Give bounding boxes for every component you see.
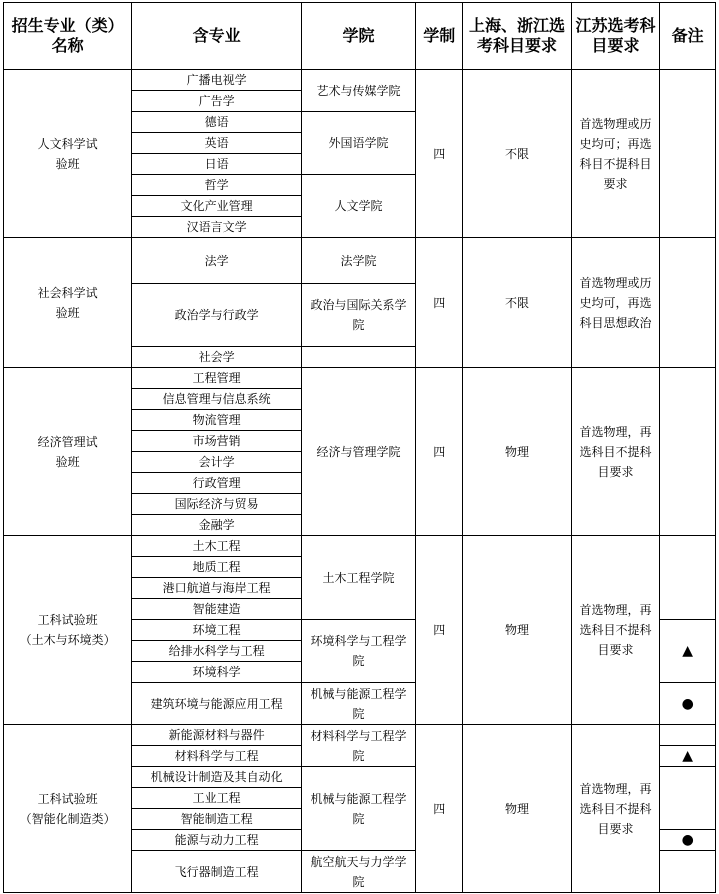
college-cell: 外国语学院 (301, 112, 415, 175)
college-cell: 经济与管理学院 (301, 368, 415, 536)
category-cell: 经济管理试验班 (4, 368, 132, 536)
college-cell: 材料科学与工程学院 (301, 725, 415, 767)
header-remark: 备注 (660, 3, 716, 70)
major-cell: 文化产业管理 (132, 196, 302, 217)
major-cell: 金融学 (132, 515, 302, 536)
js-requirement-cell: 首选物理或历史均可，再选科目思想政治 (571, 238, 660, 368)
major-cell: 广告学 (132, 91, 302, 112)
major-cell: 社会学 (132, 347, 302, 368)
js-requirement-cell: 首选物理，再选科目不提科目要求 (571, 725, 660, 893)
remark-cell (660, 70, 716, 238)
duration-cell: 四 (416, 70, 463, 238)
major-cell: 能源与动力工程 (132, 830, 302, 851)
category-subtitle: （智能化制造类） (19, 811, 116, 826)
major-cell: 广播电视学 (132, 70, 302, 91)
college-cell: 政治与国际关系学院 (301, 284, 415, 347)
major-cell: 智能建造 (132, 599, 302, 620)
js-requirement-cell: 首选物理，再选科目不提科目要求 (571, 368, 660, 536)
category-cell (4, 725, 132, 893)
category-name: 工科试验班 (37, 613, 98, 627)
major-cell: 德语 (132, 112, 302, 133)
sz-requirement-cell: 不限 (463, 70, 571, 238)
college-cell: 机械与能源工程学院 (301, 767, 415, 851)
major-cell: 信息管理与信息系统 (132, 389, 302, 410)
table-row (4, 70, 716, 91)
remark-cell (660, 725, 716, 746)
major-cell: 材料科学与工程 (132, 746, 302, 767)
college-cell: 航空航天与力学学院 (301, 851, 415, 893)
duration-cell: 四 (416, 536, 463, 725)
table-row (4, 238, 716, 284)
college-cell: 环境科学与工程学院 (301, 620, 415, 683)
js-requirement-cell: 首选物理或历史均可；再选科目不提科目要求 (571, 70, 660, 238)
category-cell (4, 536, 132, 725)
major-cell: 港口航道与海岸工程 (132, 578, 302, 599)
college-cell: 土木工程学院 (301, 536, 415, 620)
header-shanghai-zhejiang: 上海、浙江选考科目要求 (463, 3, 571, 70)
category-name: 工科试验班 (37, 791, 98, 806)
table-row (4, 536, 716, 557)
major-cell: 哲学 (132, 175, 302, 196)
triangle-marker-icon: ▲ (660, 620, 716, 683)
sz-requirement-cell: 物理 (463, 725, 571, 893)
admission-table (3, 2, 716, 893)
header-jiangsu: 江苏选考科目要求 (571, 3, 660, 70)
js-requirement-cell: 首选物理，再选科目不提科目要求 (571, 536, 660, 725)
college-cell: 机械与能源工程学院 (301, 683, 415, 725)
major-cell: 工业工程 (132, 788, 302, 809)
major-cell: 英语 (132, 133, 302, 154)
major-cell: 工程管理 (132, 368, 302, 389)
duration-cell: 四 (416, 368, 463, 536)
major-cell: 地质工程 (132, 557, 302, 578)
major-cell: 国际经济与贸易 (132, 494, 302, 515)
table-row (4, 725, 716, 746)
remark-cell (660, 536, 716, 620)
table-row (4, 368, 716, 389)
college-cell: 法学院 (301, 238, 415, 284)
sz-requirement-cell: 不限 (463, 238, 571, 368)
triangle-marker-icon: ▲ (660, 746, 716, 767)
remark-cell (660, 238, 716, 368)
major-cell: 会计学 (132, 452, 302, 473)
major-cell: 新能源材料与器件 (132, 725, 302, 746)
remark-cell (660, 767, 716, 830)
college-cell: 艺术与传媒学院 (301, 70, 415, 112)
circle-marker-icon: ● (660, 683, 716, 725)
header-college: 学院 (301, 3, 415, 70)
major-cell: 政治学与行政学 (132, 284, 302, 347)
major-cell: 建筑环境与能源应用工程 (132, 683, 302, 725)
duration-cell: 四 (416, 238, 463, 368)
sz-requirement-cell: 物理 (463, 368, 571, 536)
header-duration: 学制 (416, 3, 463, 70)
sz-requirement-cell: 物理 (463, 536, 571, 725)
major-cell: 土木工程 (132, 536, 302, 557)
major-cell: 智能制造工程 (132, 809, 302, 830)
major-cell: 市场营销 (132, 431, 302, 452)
duration-cell: 四 (416, 725, 463, 893)
category-cell: 社会科学试验班 (4, 238, 132, 368)
major-cell: 给排水科学与工程 (132, 641, 302, 662)
circle-marker-icon: ● (660, 830, 716, 851)
major-cell: 行政管理 (132, 473, 302, 494)
major-cell: 日语 (132, 154, 302, 175)
category-subtitle: （土木与环境类） (19, 633, 116, 647)
header-row (4, 3, 716, 70)
major-cell: 环境科学 (132, 662, 302, 683)
header-category: 招生专业（类）名称 (4, 3, 132, 70)
major-cell: 环境工程 (132, 620, 302, 641)
major-cell: 飞行器制造工程 (132, 851, 302, 893)
major-cell: 法学 (132, 238, 302, 284)
college-cell (301, 347, 415, 368)
header-majors: 含专业 (132, 3, 302, 70)
college-cell: 人文学院 (301, 175, 415, 238)
remark-cell (660, 851, 716, 893)
major-cell: 机械设计制造及其自动化 (132, 767, 302, 788)
remark-cell (660, 368, 716, 536)
major-cell: 物流管理 (132, 410, 302, 431)
category-cell: 人文科学试验班 (4, 70, 132, 238)
major-cell: 汉语言文学 (132, 217, 302, 238)
